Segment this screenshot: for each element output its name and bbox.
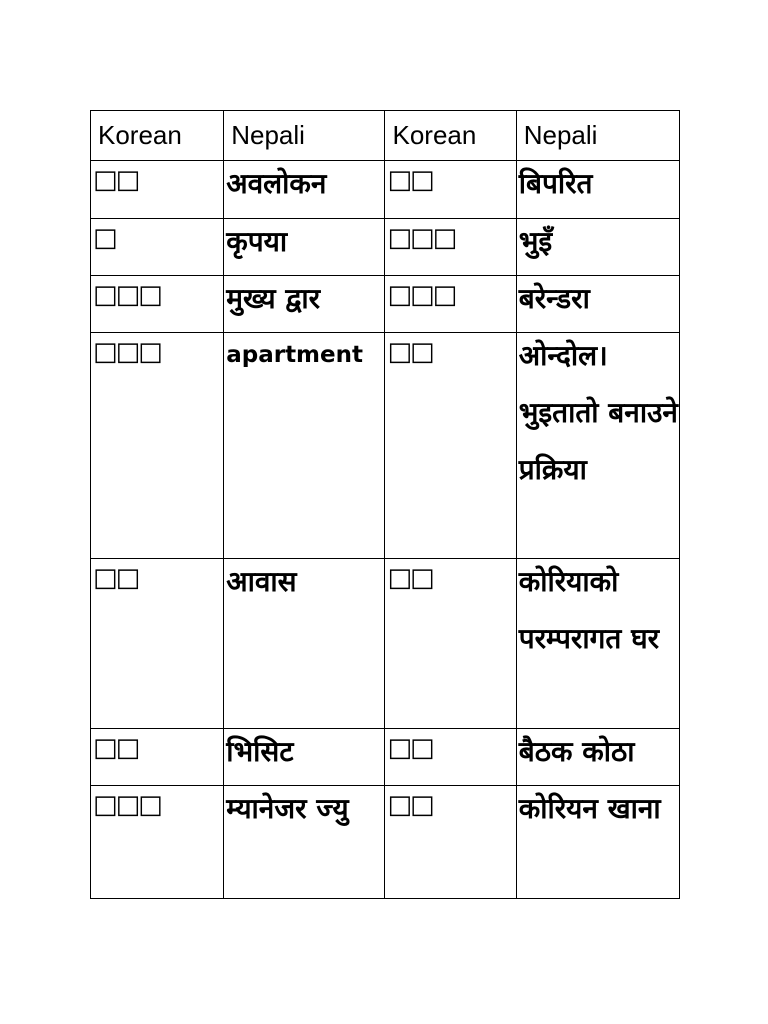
- nepali-translation: apartment: [226, 342, 363, 368]
- table-cell: [516, 276, 679, 333]
- korean-word: □□□: [387, 223, 456, 253]
- table-cell: [385, 161, 516, 219]
- korean-word: □□: [387, 733, 433, 763]
- header-nepali-2: Nepali: [523, 120, 598, 150]
- table-row: [91, 786, 680, 899]
- table-cell: [385, 729, 516, 786]
- table-cell: [224, 786, 385, 899]
- table-row: [91, 333, 680, 559]
- nepali-translation: मुख्य द्वार: [226, 282, 321, 315]
- table-cell: [224, 333, 385, 559]
- table-cell: [516, 161, 679, 219]
- header-cell: [385, 111, 516, 161]
- table-row: [91, 729, 680, 786]
- table-cell: [385, 786, 516, 899]
- korean-word: □□: [93, 733, 139, 763]
- korean-word: □□: [93, 563, 139, 593]
- table-row: [91, 161, 680, 219]
- table-cell: [91, 559, 224, 729]
- korean-word: □□: [387, 337, 433, 367]
- nepali-translation: ओन्दोल। भुइतातो बनाउने प्रक्रिया: [518, 339, 678, 486]
- table-cell: [91, 161, 224, 219]
- korean-word: □□□: [93, 790, 161, 820]
- korean-word: □□: [387, 165, 433, 195]
- table-header-row: [91, 111, 680, 161]
- table-cell: [91, 786, 224, 899]
- table-cell: [385, 333, 516, 559]
- nepali-translation: भिसिट: [226, 735, 294, 768]
- korean-word: □□□: [387, 280, 456, 310]
- table-row: [91, 559, 680, 729]
- table-cell: [516, 559, 679, 729]
- header-cell: [91, 111, 224, 161]
- nepali-translation: भुइँ: [518, 225, 553, 258]
- header-nepali-1: Nepali: [231, 120, 305, 150]
- nepali-translation: म्यानेजर ज्यु: [226, 792, 349, 825]
- table-cell: [224, 161, 385, 219]
- table-cell: [385, 276, 516, 333]
- header-cell: [224, 111, 385, 161]
- korean-word: □□: [387, 790, 433, 820]
- table-cell: [91, 333, 224, 559]
- table-cell: [224, 276, 385, 333]
- korean-word: □□□: [93, 280, 161, 310]
- nepali-translation: अवलोकन: [226, 167, 327, 200]
- table-row: [91, 219, 680, 276]
- table-cell: [385, 219, 516, 276]
- table-cell: [91, 219, 224, 276]
- header-cell: [516, 111, 679, 161]
- table-cell: [516, 219, 679, 276]
- nepali-translation: बैठक कोठा: [518, 735, 635, 768]
- nepali-translation: आवास: [226, 565, 297, 598]
- table-cell: [224, 729, 385, 786]
- korean-word: □□: [387, 563, 433, 593]
- korean-word: □: [93, 223, 116, 253]
- korean-word: □□: [93, 165, 139, 195]
- nepali-translation: कृपया: [226, 225, 288, 258]
- table-cell: [224, 559, 385, 729]
- vocabulary-table: [90, 110, 680, 899]
- nepali-translation: बरेन्डरा: [518, 282, 590, 315]
- table-cell: [385, 559, 516, 729]
- header-korean-1: Korean: [98, 120, 182, 150]
- table-cell: [516, 333, 679, 559]
- header-korean-2: Korean: [392, 120, 477, 150]
- korean-word: □□□: [93, 337, 161, 367]
- nepali-translation: कोरियन खाना: [518, 792, 661, 825]
- table-cell: [224, 219, 385, 276]
- table-cell: [516, 729, 679, 786]
- nepali-translation: कोरियाको परम्परागत घर: [518, 565, 660, 655]
- table-cell: [91, 276, 224, 333]
- table-cell: [516, 786, 679, 899]
- table-cell: [91, 729, 224, 786]
- table-row: [91, 276, 680, 333]
- nepali-translation: बिपरित: [518, 167, 593, 200]
